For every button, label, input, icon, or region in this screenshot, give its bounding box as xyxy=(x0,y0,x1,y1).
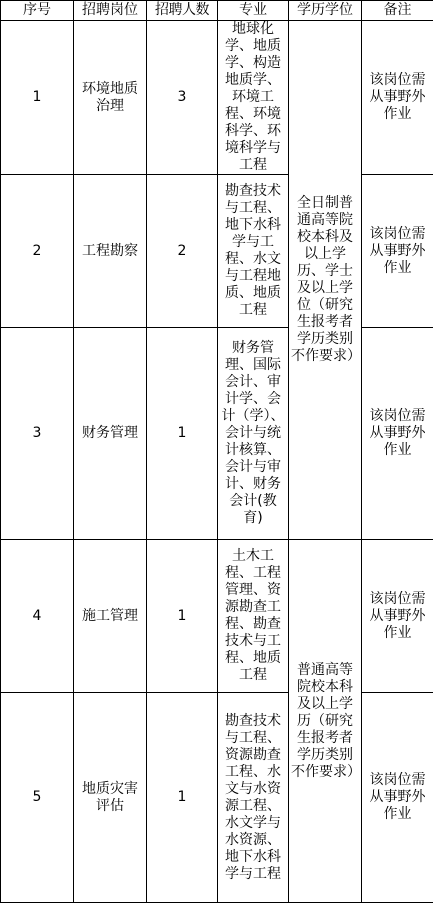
table-row xyxy=(1,328,433,540)
header-row xyxy=(1,1,433,21)
cell-no: 1 xyxy=(1,21,74,175)
header-count: 招聘人数 xyxy=(147,1,218,21)
cell-education: 普通高等院校本科及以上学历（研究生报考者学历类别不作要求） xyxy=(289,540,362,903)
table-row xyxy=(1,693,433,903)
cell-position: 工程勘察 xyxy=(74,175,147,328)
cell-note: 该岗位需从事野外作业 xyxy=(362,328,433,540)
cell-major: 勘查技术与工程、地下水科学与工程、水文与工程地质、地质工程 xyxy=(218,175,289,328)
table-row xyxy=(1,540,433,693)
cell-note: 该岗位需从事野外作业 xyxy=(362,693,433,903)
cell-major: 土木工程、工程管理、资源勘查工程、勘查技术与工程、地质工程 xyxy=(218,540,289,693)
cell-education: 全日制普通高等院校本科及以上学历、学士及以上学位（研究生报考者学历类别不作要求） xyxy=(289,21,362,540)
cell-no: 2 xyxy=(1,175,74,328)
cell-position: 施工管理 xyxy=(74,540,147,693)
cell-count: 2 xyxy=(147,175,218,328)
cell-note: 该岗位需从事野外作业 xyxy=(362,540,433,693)
cell-note: 该岗位需从事野外作业 xyxy=(362,175,433,328)
header-education: 学历学位 xyxy=(289,1,362,21)
table-row xyxy=(1,21,433,175)
cell-position: 地质灾害评估 xyxy=(74,693,147,903)
cell-position: 环境地质治理 xyxy=(74,21,147,175)
cell-no: 3 xyxy=(1,328,74,540)
cell-count: 1 xyxy=(147,693,218,903)
header-no: 序号 xyxy=(1,1,74,21)
cell-major: 勘查技术与工程、资源勘查工程、水文与水资源工程、水文学与水资源、地下水科学与工程 xyxy=(218,693,289,903)
cell-no: 5 xyxy=(1,693,74,903)
cell-count: 1 xyxy=(147,540,218,693)
cell-major: 地球化学、地质学、构造地质学、环境工程、环境科学、环境科学与工程 xyxy=(218,21,289,175)
header-position: 招聘岗位 xyxy=(74,1,147,21)
cell-count: 3 xyxy=(147,21,218,175)
cell-position: 财务管理 xyxy=(74,328,147,540)
header-note: 备注 xyxy=(362,1,433,21)
cell-major: 财务管理、国际会计、审计学、会计（学）、会计与统计核算、会计与审计、财务会计(教育) xyxy=(218,328,289,540)
cell-no: 4 xyxy=(1,540,74,693)
header-major: 专业 xyxy=(218,1,289,21)
table-row xyxy=(1,175,433,328)
cell-note: 该岗位需从事野外作业 xyxy=(362,21,433,175)
cell-count: 1 xyxy=(147,328,218,540)
